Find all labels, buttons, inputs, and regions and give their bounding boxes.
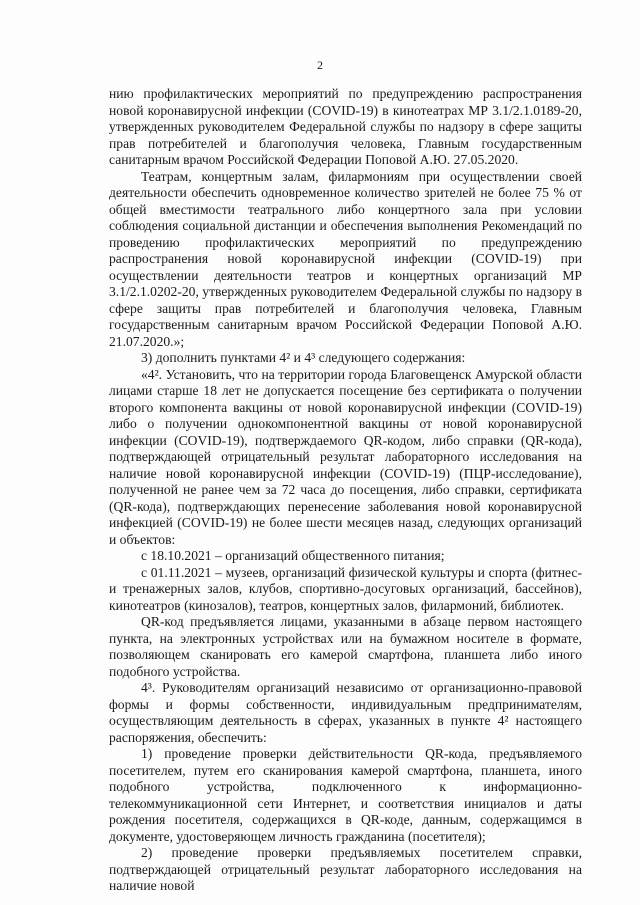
paragraph-item-2: 2) проведение проверки предъявляемых посетителем справки, подтверждающей отрицательный результат лабораторного исследования на наличие новой — [109, 845, 582, 893]
paragraph-4-3: 4³. Руководителям организаций независимо от организационно-правовой формы и формы собственности, индивидуальным предпринимателям, осуществляющим деятельность в сферах, указанных в пункте 4² настоящего распоряжения, обеспечить: — [109, 680, 582, 745]
page-number: 2 — [317, 58, 323, 72]
paragraph-item-1: 1) проведение проверки действительности QR-кода, предъявляемого посетителем, путем его сканирования камерой смартфона, планшета, иного подобного устройства, подключенного к информационно-телекоммуникационной сети Интернет, и соответствия инициалов и даты рождения посетителя, содержащихся в QR-коде, данным, содержащимся в документе, удостоверяющем личность гражданина (посетителя); — [109, 746, 582, 844]
document-body — [109, 86, 582, 895]
paragraph-date-museums: с 01.11.2021 – музеев, организаций физической культуры и спорта (фитнес- и тренажерных залов, клубов, спортивно-досуговых организаций, бассейнов), кинотеатров (кинозалов), театров, концертных залов, филармоний, библиотек. — [109, 564, 582, 613]
paragraph-amendment: 3) дополнить пунктами 4² и 4³ следующего содержания: — [141, 350, 466, 365]
paragraph-cinema-recommendations: нию профилактических мероприятий по предупреждению распространения новой коронавирусной инфекции (COVID-19) в кинотеатрах МР 3.1/2.1.0189-20, утвержденных руководителем Федеральной службы по надзору в сфере защиты прав потребителей и благополучия человека, Главным государственным санитарным врачом Российской Федерации Поповой А.Ю. 27.05.2020. — [109, 86, 582, 167]
paragraph-date-catering: с 18.10.2021 – организаций общественного питания; — [141, 548, 445, 563]
paragraph-qr-code: QR-код предъявляется лицами, указанными в абзаце первом настоящего пункта, на электронных устройствах или на бумажном носителе в формате, позволяющем сканировать его камерой смартфона, планшета либо иного подобного устройства. — [109, 614, 582, 679]
paragraph-4-2: «4². Установить, что на территории города Благовещенск Амурской области лицами старше 18 лет не допускается посещение без сертификата о получении второго компонента вакцины от новой коронавирусной инфекции (COVID-19) либо о получении однокомпонентной вакцины от новой коронавирусной инфекции (COVID-19), подтверждаемого QR-кодом, либо справки (QR-кода), подтверждающей отрицательный результат лабораторного исследования на наличие новой коронавирусной инфекции (COVID-19) (ПЦР-исследование), полученной не ранее чем за 72 часа до посещения, либо справки, сертификата (QR-кода), подтверждающих перенесение заболевания новой коронавирусной инфекцией (COVID-19) не более шести месяцев назад, следующих организаций и объектов: — [109, 366, 582, 547]
paragraph-theaters: Театрам, концертным залам, филармониям при осуществлении своей деятельности обеспечить одновременное количество зрителей не более 75 % от общей вместимости театрального либо концертного зала при условии соблюдения социальной дистанции и обеспечения выполнения Рекомендаций по проведению профилактических мероприятий по предупреждению распространения новой коронавирусной инфекции (COVID-19) при осуществлении деятельности театров и концертных организаций МР 3.1/2.1.0202-20, утвержденных руководителем Федеральной службы по надзору в сфере защиты прав потребителей и благополучия человека, Главным государственным санитарным врачом Российской Федерации Поповой А.Ю. 21.07.2020.»; — [109, 168, 582, 349]
